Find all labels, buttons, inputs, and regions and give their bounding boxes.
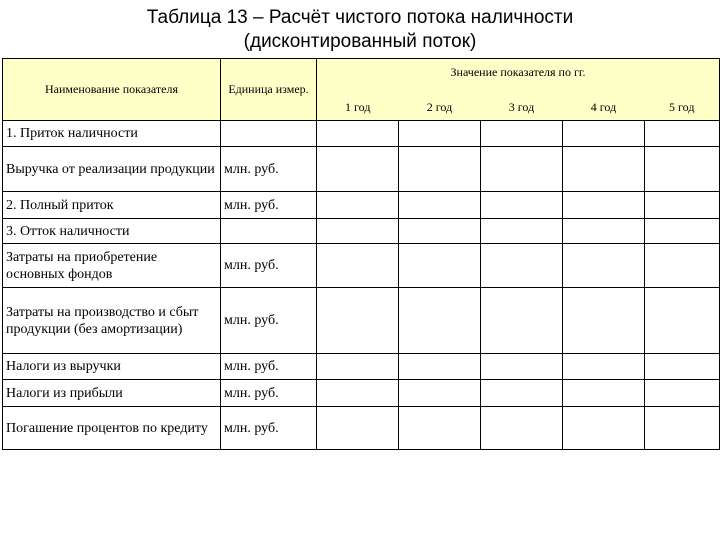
value-cell	[481, 354, 563, 380]
header-values-cell	[317, 59, 720, 87]
value-cell	[563, 407, 645, 450]
value-cell	[645, 192, 720, 219]
header-unit: Единица измер.	[228, 82, 309, 96]
row-label: Налоги из выручки	[3, 354, 221, 380]
row-unit: млн. руб.	[221, 288, 317, 354]
value-cell	[645, 244, 720, 288]
row-unit	[221, 121, 317, 147]
value-cell	[481, 288, 563, 354]
value-cell	[317, 147, 399, 192]
table-row	[3, 288, 720, 354]
row-label: Выручка от реализации продукции	[3, 147, 221, 192]
value-cell	[399, 147, 481, 192]
table-row	[3, 407, 720, 450]
value-cell	[563, 380, 645, 407]
value-cell	[317, 380, 399, 407]
table-row	[3, 192, 720, 219]
table-row	[3, 354, 720, 380]
value-cell	[399, 244, 481, 288]
table-row	[3, 147, 720, 192]
value-cell	[645, 407, 720, 450]
value-cell	[645, 147, 720, 192]
row-unit: млн. руб.	[221, 407, 317, 450]
value-cell	[317, 192, 399, 219]
header-year-5: 5 год	[645, 87, 720, 121]
row-label: Затраты на приобретение основных фондов	[3, 244, 221, 288]
row-label: Погашение процентов по кредиту	[3, 407, 221, 450]
value-cell	[317, 219, 399, 244]
value-cell	[399, 380, 481, 407]
row-label: Затраты на производство и сбыт продукции (без амортизации)	[3, 288, 221, 354]
value-cell	[399, 219, 481, 244]
value-cell	[645, 354, 720, 380]
row-label: 3. Отток наличности	[3, 219, 221, 244]
value-cell	[317, 354, 399, 380]
row-unit	[221, 219, 317, 244]
value-cell	[399, 407, 481, 450]
header-indicator: Наименование показателя	[45, 82, 178, 96]
header-year-1: 1 год	[317, 87, 399, 121]
row-unit: млн. руб.	[221, 354, 317, 380]
table-row	[3, 244, 720, 288]
value-cell	[563, 244, 645, 288]
header-year-2: 2 год	[399, 87, 481, 121]
table-title	[0, 6, 720, 54]
header-unit-cell	[221, 59, 317, 121]
table-row	[3, 219, 720, 244]
value-cell	[481, 219, 563, 244]
row-unit: млн. руб.	[221, 380, 317, 407]
title-line-1: Таблица 13 – Расчёт чистого потока наличности	[146, 7, 574, 28]
row-label: 1. Приток наличности	[3, 121, 221, 147]
header-year-4: 4 год	[563, 87, 645, 121]
value-cell	[399, 121, 481, 147]
header-indicator-cell	[3, 59, 221, 121]
value-cell	[317, 407, 399, 450]
row-unit: млн. руб.	[221, 244, 317, 288]
value-cell	[645, 380, 720, 407]
value-cell	[563, 192, 645, 219]
value-cell	[645, 288, 720, 354]
value-cell	[399, 354, 481, 380]
value-cell	[645, 219, 720, 244]
value-cell	[563, 288, 645, 354]
header-values: Значение показателя по гг.	[450, 65, 586, 80]
value-cell	[481, 244, 563, 288]
value-cell	[481, 147, 563, 192]
row-unit: млн. руб.	[221, 147, 317, 192]
row-label: 2. Полный приток	[3, 192, 221, 219]
table-row	[3, 121, 720, 147]
value-cell	[399, 192, 481, 219]
header-year-3: 3 год	[481, 87, 563, 121]
table-row	[3, 380, 720, 407]
value-cell	[563, 354, 645, 380]
value-cell	[481, 407, 563, 450]
value-cell	[563, 121, 645, 147]
value-cell	[317, 244, 399, 288]
value-cell	[481, 121, 563, 147]
value-cell	[645, 121, 720, 147]
cash-flow-table	[2, 58, 720, 450]
value-cell	[563, 219, 645, 244]
value-cell	[317, 121, 399, 147]
value-cell	[481, 380, 563, 407]
title-line-2: (дисконтированный поток)	[243, 31, 477, 52]
row-unit: млн. руб.	[221, 192, 317, 219]
value-cell	[563, 147, 645, 192]
value-cell	[481, 192, 563, 219]
value-cell	[317, 288, 399, 354]
value-cell	[399, 288, 481, 354]
row-label: Налоги из прибыли	[3, 380, 221, 407]
